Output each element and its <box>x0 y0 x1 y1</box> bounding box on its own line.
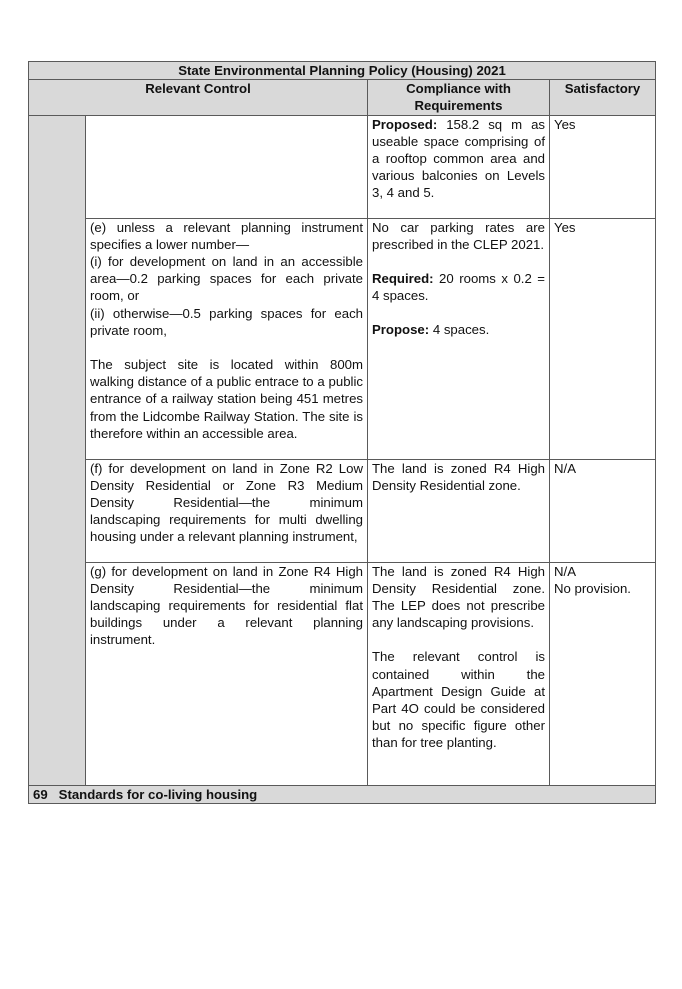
table-footer-row <box>29 785 656 803</box>
proposed-text: 158.2 sq m as useable space comprising of a rooftop common area and various balconies on Levels 3, 4 and 5. <box>372 116 545 201</box>
compliance-zoning: The land is zoned R4 High Density Residential zone. The LEP does not prescribe any landscaping provisions. <box>372 563 545 631</box>
control-cell <box>86 218 368 459</box>
table-row <box>29 115 656 218</box>
control-cell: (f) for development on land in Zone R2 Low Density Residential or Zone R3 Medium Density Residential—the minimum landscaping requirements for multi dwelling housing under a relevant planning instrument, <box>86 459 368 562</box>
satisfactory-note: No provision. <box>554 580 631 596</box>
table-row <box>29 562 656 785</box>
compliance-cell <box>368 562 550 785</box>
control-clause-e-i: (i) for development on land in an accessible area—0.2 parking spaces for each private room, or <box>90 254 363 304</box>
compliance-adg-note: The relevant control is contained within the Apartment Design Guide at Part 4O could be considered but no specific figure other than for tree planting. <box>372 649 545 751</box>
header-satisfactory: Satisfactory <box>550 80 656 115</box>
table-row <box>29 459 656 562</box>
propose-text: 4 spaces. <box>429 322 490 338</box>
compliance-required <box>372 270 545 304</box>
control-cell: (g) for development on land in Zone R4 High Density Residential—the minimum landscaping requirements for residential flat buildings under a relevant planning instrument. <box>86 562 368 785</box>
compliance-cell <box>368 218 550 459</box>
table-header-row <box>29 80 656 115</box>
propose-label: Propose: <box>372 322 430 338</box>
required-label: Required: <box>372 271 434 287</box>
paragraph-gap <box>372 304 545 321</box>
compliance-parking-rates: No car parking rates are prescribed in the CLEP 2021. <box>372 219 545 252</box>
paragraph-gap <box>90 339 363 356</box>
left-gray-column <box>29 115 86 785</box>
compliance-propose <box>372 321 545 338</box>
header-relevant-control: Relevant Control <box>29 80 368 115</box>
paragraph-gap <box>372 631 545 648</box>
control-clause-e: (e) unless a relevant planning instrument specifies a lower number— <box>90 219 363 252</box>
proposed-label: Proposed: <box>372 116 438 132</box>
header-compliance: Compliance with Requirements <box>368 80 550 115</box>
table-title-row <box>29 62 656 80</box>
compliance-cell <box>368 115 550 218</box>
satisfactory-cell: Yes <box>550 218 656 459</box>
satisfactory-cell <box>550 562 656 785</box>
required-text: 20 rooms x 0.2 = 4 spaces. <box>372 271 545 304</box>
table-row <box>29 218 656 459</box>
compliance-cell: The land is zoned R4 High Density Residential zone. <box>368 459 550 562</box>
control-clause-e-ii: (ii) otherwise—0.5 parking spaces for each private room, <box>90 305 363 338</box>
section-heading-69: 69 Standards for co-living housing <box>29 785 656 803</box>
satisfactory-cell: N/A <box>550 459 656 562</box>
control-site-note: The subject site is located within 800m walking distance of a public entrace to a public entrance of a railway station being 451 metres from the Lidcombe Railway Station. The site is therefore within an accessible area. <box>90 357 363 441</box>
satisfactory-value: N/A <box>554 563 576 579</box>
paragraph-gap <box>372 253 545 270</box>
control-cell <box>86 115 368 218</box>
table-title: State Environmental Planning Policy (Housing) 2021 <box>29 62 656 80</box>
sepp-housing-table <box>28 61 656 804</box>
satisfactory-cell: Yes <box>550 115 656 218</box>
